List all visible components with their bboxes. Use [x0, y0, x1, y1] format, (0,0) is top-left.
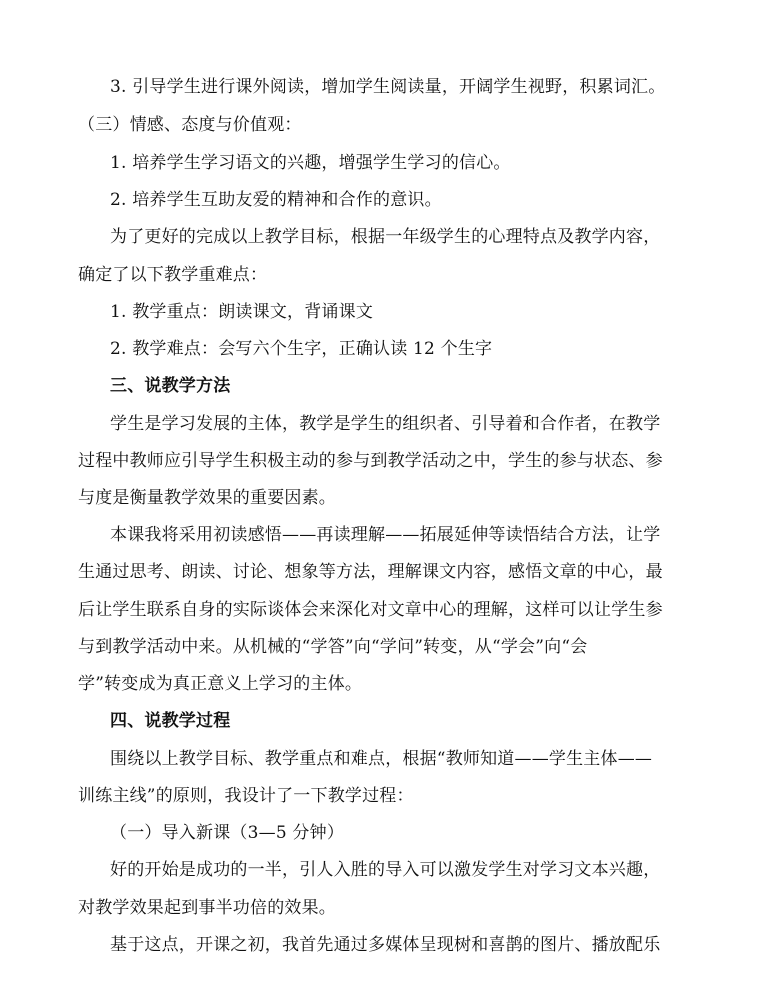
- paragraph-line: 好的开始是成功的一半，引人入胜的导入可以激发学生对学习文本兴趣，: [110, 860, 661, 880]
- section-heading: 三、说教学方法: [110, 376, 231, 396]
- paragraph-line: 对教学效果起到事半功倍的效果。: [78, 898, 336, 918]
- section-subheading: （一）导入新课（3—5 分钟）: [110, 823, 345, 843]
- list-item: 1. 教学重点：朗读课文，背诵课文: [110, 302, 374, 322]
- paragraph-line: 过程中教师应引导学生积极主动的参与到教学活动之中，学生的参与状态、参: [78, 451, 663, 471]
- list-item: 1. 培养学生学习语文的兴趣，增强学生学习的信心。: [110, 153, 511, 173]
- paragraph-line: 确定了以下教学重难点：: [78, 265, 268, 285]
- paragraph-line: 学”转变成为真正意义上学习的主体。: [78, 674, 363, 694]
- paragraph-line: 学生是学习发展的主体，教学是学生的组织者、引导着和合作者，在教学: [110, 414, 661, 434]
- section-heading: 四、说教学过程: [110, 711, 231, 731]
- list-item: 2. 培养学生互助友爱的精神和合作的意识。: [110, 190, 442, 210]
- paragraph-line: 为了更好的完成以上教学目标，根据一年级学生的心理特点及教学内容，: [110, 227, 661, 247]
- section-subheading: （三）情感、态度与价值观：: [78, 115, 302, 135]
- text-line: 3. 引导学生进行课外阅读，增加学生阅读量，开阔学生视野，积累词汇。: [110, 77, 666, 97]
- paragraph-line: 本课我将采用初读感悟——再读理解——拓展延伸等读悟结合方法，让学: [110, 525, 661, 545]
- paragraph-line: 与度是衡量教学效果的重要因素。: [78, 488, 336, 508]
- paragraph-line: 与到教学活动中来。从机械的“学答”向“学问”转变，从“学会”向“会: [78, 637, 588, 657]
- paragraph-line: 围绕以上教学目标、教学重点和难点，根据“教师知道——学生主体——: [110, 749, 653, 769]
- paragraph-line: 基于这点，开课之初，我首先通过多媒体呈现树和喜鹊的图片、播放配乐: [110, 935, 661, 955]
- list-item: 2. 教学难点：会写六个生字，正确认读 12 个生字: [110, 339, 493, 359]
- paragraph-line: 训练主线”的原则，我设计了一下教学过程：: [78, 786, 414, 806]
- paragraph-line: 生通过思考、朗读、讨论、想象等方法，理解课文内容，感悟文章的中心，最: [78, 562, 663, 582]
- paragraph-line: 后让学生联系自身的实际谈体会来深化对文章中心的理解，这样可以让学生参: [78, 600, 663, 620]
